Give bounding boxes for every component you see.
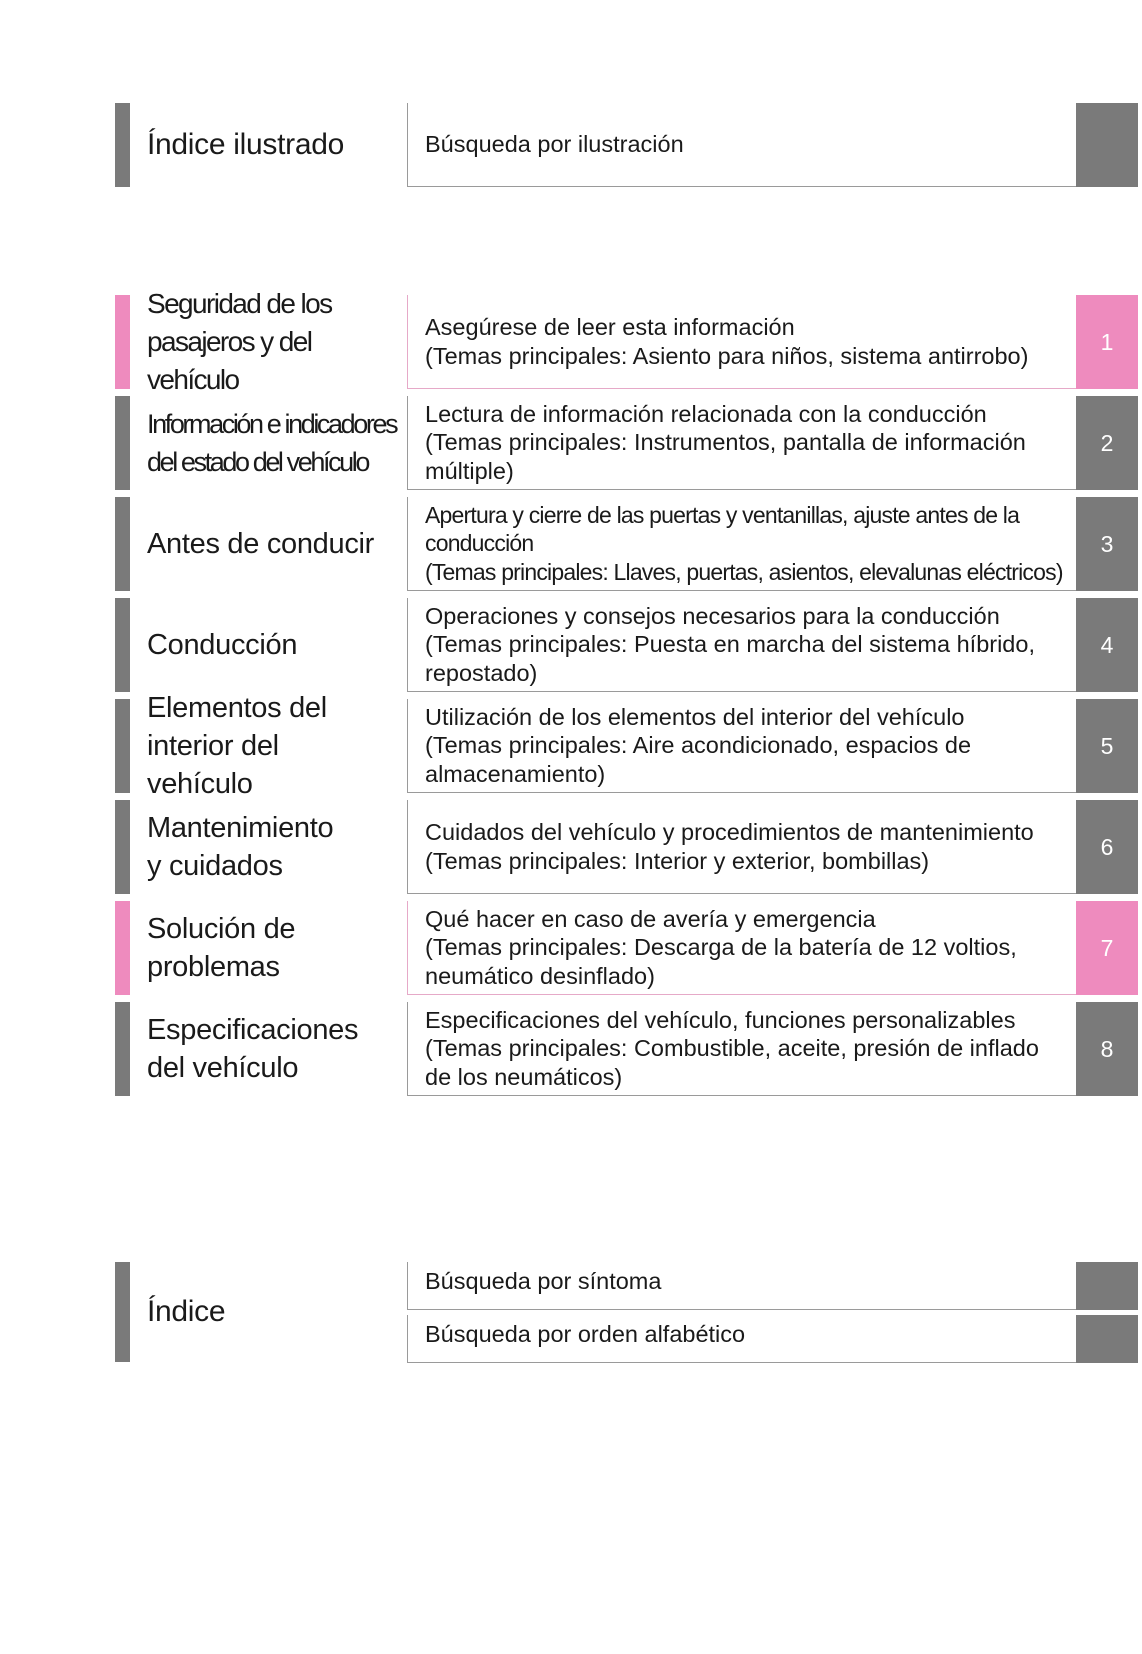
- alphabetical-search-link[interactable]: Búsqueda por orden alfabético: [407, 1315, 1076, 1363]
- chapter-description[interactable]: Asegúrese de leer esta información (Temas principales: Asiento para niños, sistema antirrobo): [407, 295, 1076, 389]
- chapter-title: Seguridad de los pasajeros y del vehículo: [147, 288, 332, 395]
- index-entry-alphabetical[interactable]: [0, 1315, 1142, 1363]
- section-bar: [115, 103, 130, 187]
- chapter-tab-4[interactable]: 4: [1076, 598, 1138, 692]
- section-bar: [115, 699, 130, 793]
- chapter-description[interactable]: Operaciones y consejos necesarios para la conducción (Temas principales: Puesta en marcha del sistema híbrido, repostado): [407, 598, 1076, 692]
- illustrated-index-link[interactable]: Búsqueda por ilustración: [407, 103, 1076, 187]
- section-bar: [115, 800, 130, 894]
- chapter-title: Conducción: [147, 629, 298, 661]
- section-bar: [115, 598, 130, 692]
- chapter-title: Mantenimiento y cuidados: [147, 812, 334, 882]
- chapter-tab-3[interactable]: 3: [1076, 497, 1138, 591]
- chapter-description[interactable]: Lectura de información relacionada con la conducción (Temas principales: Instrumentos, pantalla de información múltiple): [407, 396, 1076, 490]
- section-bar: [115, 901, 130, 995]
- chapter-description[interactable]: Cuidados del vehículo y procedimientos de mantenimiento (Temas principales: Interior y exterior, bombillas): [407, 800, 1076, 894]
- chapter-title: Información e indicadores del estado del vehículo: [147, 409, 397, 477]
- symptom-search-tab[interactable]: [1076, 1262, 1138, 1310]
- section-bar: [115, 396, 130, 490]
- chapter-row-1[interactable]: [0, 288, 1142, 395]
- chapter-row-8[interactable]: [0, 1002, 1142, 1096]
- alphabetical-search-tab[interactable]: [1076, 1315, 1138, 1363]
- section-bar: [115, 295, 130, 389]
- illustrated-index-title: Índice ilustrado: [147, 128, 344, 161]
- chapter-tab-7[interactable]: 7: [1076, 901, 1138, 995]
- index-title: Índice: [147, 1295, 226, 1328]
- chapter-row-2[interactable]: [0, 396, 1142, 490]
- index-entry-symptom[interactable]: [0, 1262, 1142, 1310]
- chapter-description[interactable]: Especificaciones del vehículo, funciones personalizables (Temas principales: Combustible, aceite, presión de inflado de los neumáticos): [407, 1002, 1076, 1096]
- chapter-tab-5[interactable]: 5: [1076, 699, 1138, 793]
- chapter-tab-6[interactable]: 6: [1076, 800, 1138, 894]
- illustrated-index-row[interactable]: [0, 103, 1142, 187]
- chapter-description[interactable]: Apertura y cierre de las puertas y ventanillas, ajuste antes de la conducción (Temas principales: Llaves, puertas, asientos, elevalunas eléctricos): [407, 497, 1076, 591]
- illustrated-index-tab[interactable]: [1076, 103, 1138, 187]
- chapter-row-7[interactable]: [0, 901, 1142, 995]
- chapter-title: Antes de conducir: [147, 528, 375, 560]
- chapter-row-5[interactable]: [0, 692, 1142, 800]
- chapter-row-3[interactable]: [0, 497, 1142, 591]
- chapter-title: Elementos del interior del vehículo: [147, 692, 327, 800]
- chapter-title: Especificaciones del vehículo: [147, 1014, 359, 1084]
- chapter-tab-2[interactable]: 2: [1076, 396, 1138, 490]
- section-bar: [115, 497, 130, 591]
- section-bar: [115, 1002, 130, 1096]
- chapter-tab-1[interactable]: 1: [1076, 295, 1138, 389]
- chapter-description[interactable]: Qué hacer en caso de avería y emergencia (Temas principales: Descarga de la batería de 12 voltios, neumático desinflado): [407, 901, 1076, 995]
- symptom-search-link[interactable]: Búsqueda por síntoma: [407, 1262, 1076, 1310]
- chapter-row-6[interactable]: [0, 800, 1142, 894]
- chapter-tab-8[interactable]: 8: [1076, 1002, 1138, 1096]
- chapter-description[interactable]: Utilización de los elementos del interior del vehículo (Temas principales: Aire acondicionado, espacios de almacenamiento): [407, 699, 1076, 793]
- chapter-row-4[interactable]: [0, 598, 1142, 692]
- chapter-title: Solución de problemas: [147, 913, 296, 983]
